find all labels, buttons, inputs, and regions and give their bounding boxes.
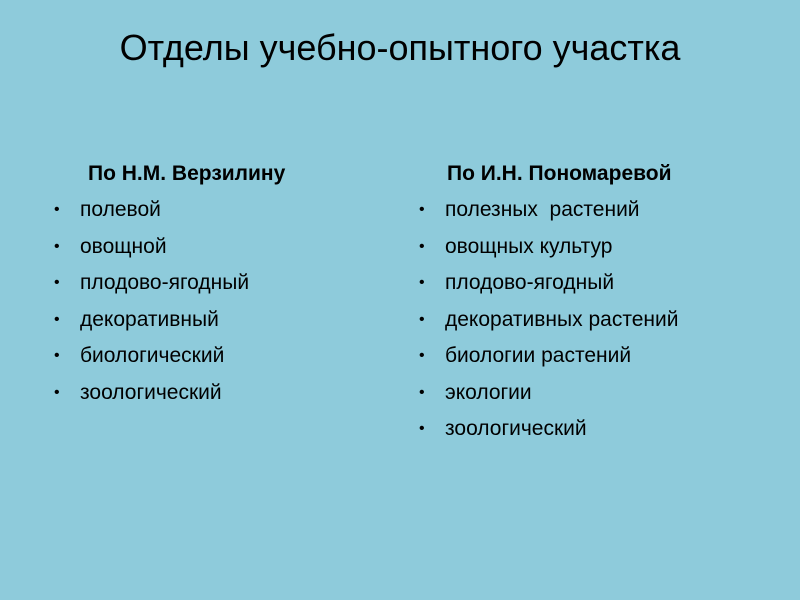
list-item-label: экологии bbox=[445, 380, 532, 404]
list-item-label: плодово-ягодный bbox=[80, 271, 250, 294]
right-column bbox=[419, 156, 779, 448]
list-item-label: овощной bbox=[80, 234, 167, 258]
bullet-icon: • bbox=[419, 201, 425, 218]
list-item bbox=[419, 229, 779, 266]
right-column-list bbox=[419, 192, 779, 448]
left-column bbox=[54, 156, 394, 411]
list-item bbox=[419, 302, 779, 339]
bullet-icon: • bbox=[419, 310, 425, 328]
list-item-label: полезных растений bbox=[445, 198, 640, 221]
list-item bbox=[54, 229, 394, 266]
bullet-icon: • bbox=[54, 237, 60, 255]
slide-title: Отделы учебно-опытного участка bbox=[119, 27, 681, 68]
list-item-label: декоративных растений bbox=[445, 307, 679, 331]
list-item bbox=[419, 265, 779, 302]
bullet-icon: • bbox=[54, 201, 60, 218]
list-item bbox=[54, 192, 394, 229]
list-item bbox=[54, 375, 394, 412]
list-item bbox=[54, 338, 394, 375]
bullet-icon: • bbox=[54, 310, 60, 328]
list-item-label: зоологический bbox=[80, 380, 222, 404]
list-item bbox=[419, 375, 779, 412]
list-item-label: зоологический bbox=[445, 417, 587, 440]
left-column-heading: По Н.М. Верзилину bbox=[88, 162, 286, 185]
list-item bbox=[419, 338, 779, 375]
list-item-label: биологии растений bbox=[445, 344, 632, 367]
bullet-icon: • bbox=[419, 347, 425, 364]
bullet-icon: • bbox=[419, 274, 425, 291]
left-column-list bbox=[54, 192, 394, 411]
bullet-icon: • bbox=[419, 237, 425, 255]
bullet-icon: • bbox=[54, 383, 60, 401]
list-item bbox=[54, 265, 394, 302]
list-item bbox=[54, 302, 394, 339]
list-item-label: биологический bbox=[80, 344, 225, 367]
list-item bbox=[419, 192, 779, 229]
list-item-label: овощных культур bbox=[445, 234, 613, 258]
bullet-icon: • bbox=[54, 274, 60, 291]
list-item-label: плодово-ягодный bbox=[445, 271, 615, 294]
list-item-label: полевой bbox=[80, 198, 161, 221]
right-column-heading: По И.Н. Пономаревой bbox=[447, 162, 672, 185]
bullet-icon: • bbox=[54, 347, 60, 364]
bullet-icon: • bbox=[419, 420, 425, 437]
list-item-label: декоративный bbox=[80, 307, 219, 331]
list-item bbox=[419, 411, 779, 448]
bullet-icon: • bbox=[419, 383, 425, 401]
